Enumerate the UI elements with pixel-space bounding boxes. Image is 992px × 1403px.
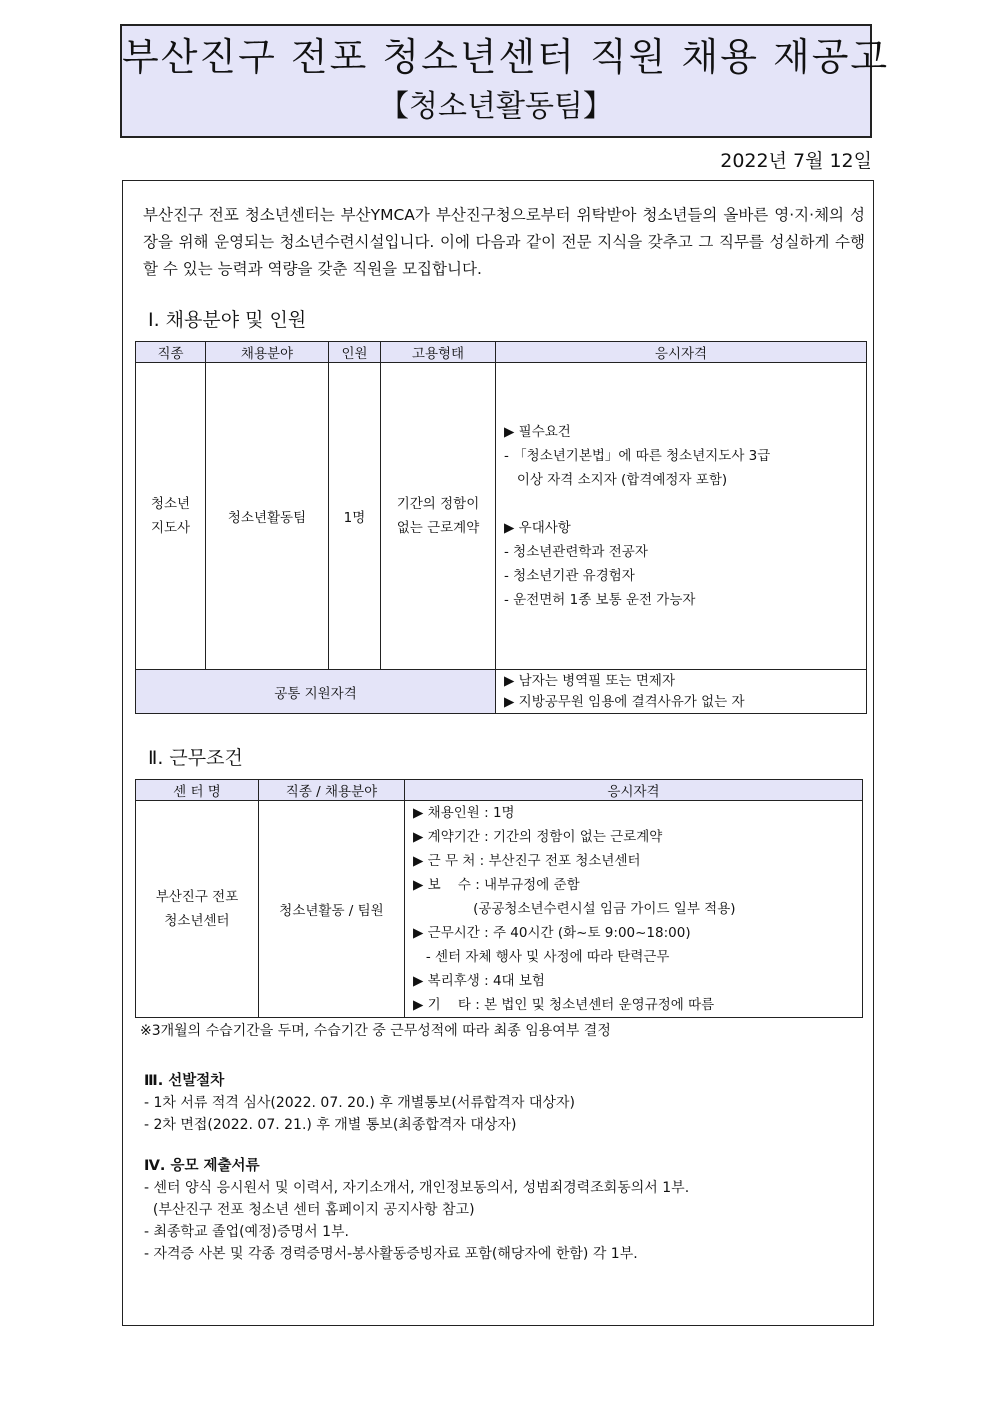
header-job: 직종 — [136, 342, 206, 363]
table-row — [136, 801, 863, 1018]
section3-line: - 2차 면접(2022. 07. 21.) 후 개별 통보(최종합격자 대상자) — [144, 1117, 517, 1133]
section3-heading: Ⅲ. 선발절차 — [144, 1073, 225, 1089]
common-qualification-row — [136, 670, 867, 714]
header-employment: 고용형태 — [381, 342, 496, 363]
recruitment-header-row — [136, 342, 867, 363]
condition-line: ▶ 근무시간 : 주 40시간 (화~토 9:00~18:00) — [413, 925, 691, 941]
section1-heading: Ⅰ. 채용분야 및 인원 — [148, 309, 307, 331]
section4 — [144, 1155, 689, 1265]
section4-line: - 센터 양식 응시원서 및 이력서, 자기소개서, 개인정보동의서, 성범죄경력조회동의서 1부. — [144, 1180, 690, 1196]
qual-line: ▶ 우대사항 — [504, 520, 571, 536]
qual-line: - 「청소년기본법」에 따른 청소년지도사 3급 — [504, 448, 771, 464]
condition-line: ▶ 복리후생 : 4대 보험 — [413, 973, 545, 989]
page-subtitle: 【청소년활동팀】 — [379, 89, 613, 124]
condition-line: ▶ 근 무 처 : 부산진구 전포 청소년센터 — [413, 853, 641, 869]
condition-line: ▶ 계약기간 : 기간의 정함이 없는 근로계약 — [413, 829, 663, 845]
cell-center: 부산진구 전포 청소년센터 — [136, 801, 259, 1018]
section4-line: (부산진구 전포 청소년 센터 홈페이지 공지사항 참고) — [144, 1202, 475, 1218]
common-label: 공통 지원자격 — [136, 670, 496, 714]
condition-line: (공공청소년수련시설 임금 가이드 일부 적용) — [413, 901, 736, 917]
section3 — [144, 1070, 575, 1136]
qual-line: 이상 자격 소지자 (합격예정자 포함) — [504, 472, 728, 488]
header-qualification: 응시자격 — [496, 342, 867, 363]
cell-employment: 기간의 정함이 없는 근로계약 — [381, 363, 496, 670]
condition-line: - 센터 자체 행사 및 사정에 따라 탄력근무 — [413, 949, 670, 965]
common-line: ▶ 지방공무원 임용에 결격사유가 없는 자 — [504, 693, 745, 710]
section4-line: - 최종학교 졸업(예정)증명서 1부. — [144, 1224, 349, 1240]
qual-line — [504, 492, 866, 516]
header-field: 채용분야 — [206, 342, 329, 363]
cell-job: 청소년 지도사 — [136, 363, 206, 670]
announcement-date: 2022년 7월 12일 — [720, 150, 872, 172]
qual-line: - 청소년기관 유경험자 — [504, 568, 635, 584]
cell-job-field: 청소년활동 / 팀원 — [259, 801, 405, 1018]
cell-qualification — [496, 363, 867, 670]
qual-line: - 청소년관련학과 전공자 — [504, 544, 648, 560]
condition-line: ▶ 채용인원 : 1명 — [413, 805, 515, 821]
header-count: 인원 — [329, 342, 381, 363]
condition-line: ▶ 보 수 : 내부규정에 준함 — [413, 877, 580, 893]
section4-line: - 자격증 사본 및 각종 경력증명서-봉사활동증빙자료 포함(해당자에 한함) 각 1부. — [144, 1246, 638, 1262]
condition-line: ▶ 기 타 : 본 법인 및 청소년센터 운영규정에 따름 — [413, 997, 715, 1013]
header-job-field: 직종 / 채용분야 — [259, 780, 405, 801]
conditions-table — [135, 779, 863, 1018]
section3-line: - 1차 서류 적격 심사(2022. 07. 20.) 후 개별통보(서류합격자 대상자) — [144, 1095, 575, 1111]
section2-heading: Ⅱ. 근무조건 — [148, 747, 243, 769]
intro-paragraph: 부산진구 전포 청소년센터는 부산YMCA가 부산진구청으로부터 위탁받아 청소년들의 올바른 영·지·체의 성장을 위해 운영되는 청소년수련시설입니다. 이에 다음과 같이 전문 지식을 갖추고 그 직무를 성실하게 수행할 수 있는 능력과 역량을 갖춘 직원을 모집합니다. — [143, 206, 865, 278]
table-row — [136, 363, 867, 670]
page-title: 부산진구 전포 청소년센터 직원 채용 재공고 — [122, 35, 890, 79]
recruitment-table — [135, 341, 867, 714]
common-lines — [496, 670, 867, 714]
common-line: ▶ 남자는 병역필 또는 면제자 — [504, 672, 675, 689]
qual-line: - 운전면허 1종 보통 운전 가능자 — [504, 592, 696, 608]
qual-line: ▶ 필수요건 — [504, 424, 571, 440]
section4-heading: Ⅳ. 응모 제출서류 — [144, 1158, 260, 1174]
probation-note: ※3개월의 수습기간을 두며, 수습기간 중 근무성적에 따라 최종 임용여부 결정 — [140, 1023, 611, 1039]
header-center: 센 터 명 — [136, 780, 259, 801]
cell-field: 청소년활동팀 — [206, 363, 329, 670]
title-box — [120, 24, 890, 138]
cell-conditions — [405, 801, 863, 1018]
cell-count: 1명 — [329, 363, 381, 670]
conditions-header-row — [136, 780, 863, 801]
header-qualification: 응시자격 — [405, 780, 863, 801]
